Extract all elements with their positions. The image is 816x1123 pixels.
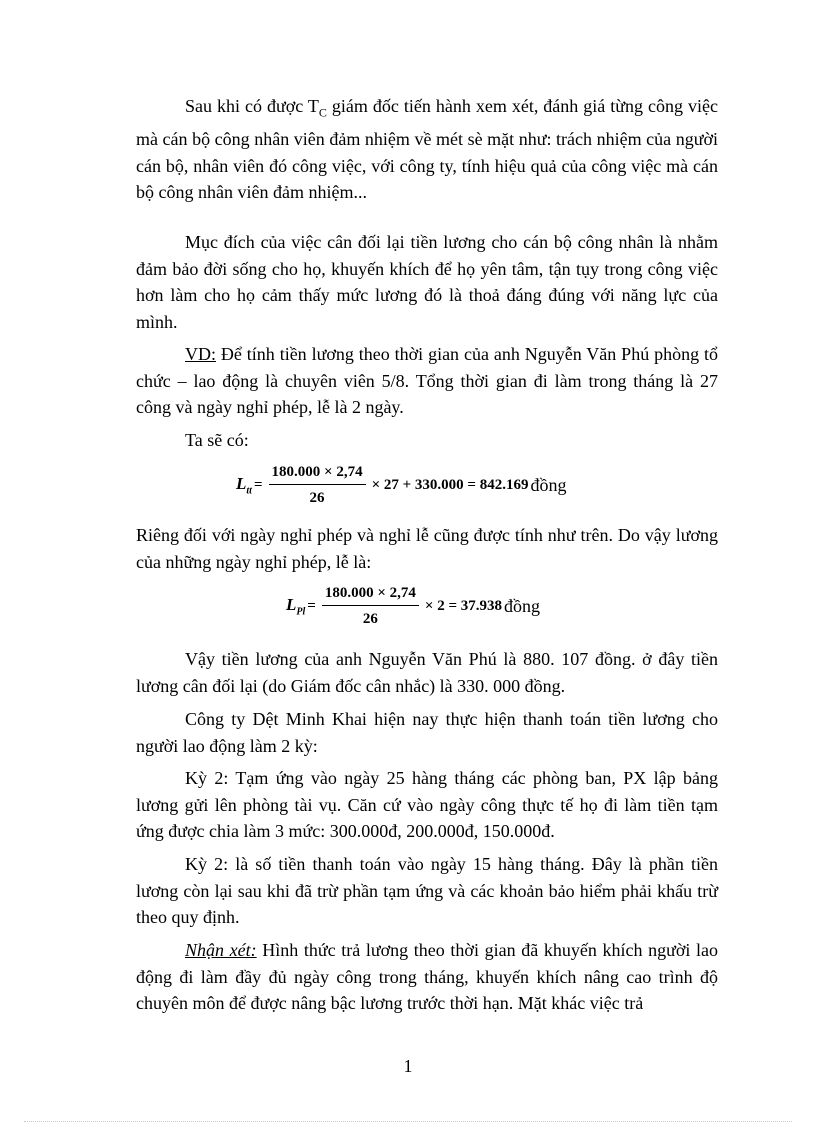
paragraph-purpose: Mục đích của việc cân đối lại tiền lương cho cán bộ công nhân là nhằm đảm bảo đời sống cho họ, khuyến khích để họ yên tâm, tận tụy trong công việc hơn làm cho họ cảm thấy mức lương đó là thoả đáng đúng với năng lực của mình. <box>136 232 718 332</box>
footer-divider <box>24 1121 792 1122</box>
intro-text-end: giám đốc tiến hành xem xét, đánh giá từng công việc mà cán bộ công nhân viên đảm nhiệm về mét sè mặt như: trách nhiệm của người cán bộ, nhân viên đó công việc, với công ty, tính hiệu quả của công việc mà cán bộ công nhân viên đảm nhiệm... <box>136 96 718 203</box>
paragraph-we-have: Ta sẽ có: <box>185 430 249 450</box>
formula-leave-lhs: $L_{Pl}$ <box>286 595 306 618</box>
formula-leave-numerator: 180.000 × 2,74 <box>322 585 419 606</box>
remarks-label: Nhận xét: <box>185 940 257 960</box>
formula-salary-numerator: 180.000 × 2,74 <box>269 464 366 485</box>
paragraph-payment-periods: Công ty Dệt Minh Khai hiện nay thực hiện thanh toán tiền lương cho người lao động làm 2 kỳ: <box>136 709 718 756</box>
paragraph-settlement: Kỳ 2: là số tiền thanh toán vào ngày 15 hàng tháng. Đây là phần tiền lương còn lại sau khi đã trừ phần tạm ứng và các khoản bảo hiểm phải khấu trừ theo quy định. <box>136 854 718 927</box>
page-number: 1 <box>403 1056 413 1076</box>
paragraph-remarks <box>136 937 718 1017</box>
paragraph-intro <box>136 93 718 206</box>
formula-salary-fraction <box>269 464 366 507</box>
formula-leave-pay: $L_{Pl}$ = $\frac{180.000 \times 2,74}{26}$ × 2 = 37.938 đồng <box>286 585 541 627</box>
formula-salary: $L_{tt}$ = $\frac{180.000 \times 2,74}{26}$ × 27 + 330.000 = 842.169 đồng <box>236 464 567 506</box>
formula-leave-fraction <box>322 585 419 628</box>
formula-salary-denominator: 26 <box>309 490 325 506</box>
formula-salary-unit: đồng <box>530 475 567 495</box>
formula-leave-unit: đồng <box>504 596 541 616</box>
formula-salary-tail: × 27 + 330.000 = 842.169 <box>371 477 529 493</box>
example-text: Để tính tiền lương theo thời gian của anh Nguyễn Văn Phú phòng tổ chức – lao động là chuyên viên 5/8. Tổng thời gian đi làm trong tháng là 27 công và ngày nghỉ phép, lễ là 2 ngày. <box>136 344 718 417</box>
paragraph-example <box>136 341 718 421</box>
paragraph-leave-days: Riêng đối với ngày nghỉ phép và nghỉ lễ cũng được tính như trên. Do vậy lương của những ngày nghỉ phép, lễ là: <box>136 525 718 572</box>
formula-salary-lhs: $L_{tt}$ <box>236 474 252 497</box>
remarks-text: Hình thức trả lương theo thời gian đã khuyến khích người lao động đi làm đầy đủ ngày công trong tháng, khuyến khích nâng cao trình độ chuyên môn để được nâng bậc lương trước thời hạn. Mặt khác việc trả <box>136 940 718 1013</box>
paragraph-total-salary: Vậy tiền lương của anh Nguyễn Văn Phú là 880. 107 đồng. ở đây tiền lương cân đối lại (do Giám đốc cân nhắc) là 330. 000 đồng. <box>136 649 718 696</box>
intro-text-start: Sau khi có được T <box>185 96 319 116</box>
paragraph-advance: Kỳ 2: Tạm ứng vào ngày 25 hàng tháng các phòng ban, PX lập bảng lương gửi lên phòng tài vụ. Căn cứ vào ngày công thực tế họ đi làm tiền tạm ứng được chia làm 3 mức: 300.000đ, 200.000đ, 150.000đ. <box>136 768 718 841</box>
example-label: VD: <box>185 344 216 364</box>
formula-leave-tail: × 2 = 37.938 <box>424 598 503 614</box>
formula-leave-denominator: 26 <box>362 611 378 627</box>
intro-subscript: C <box>318 105 327 120</box>
